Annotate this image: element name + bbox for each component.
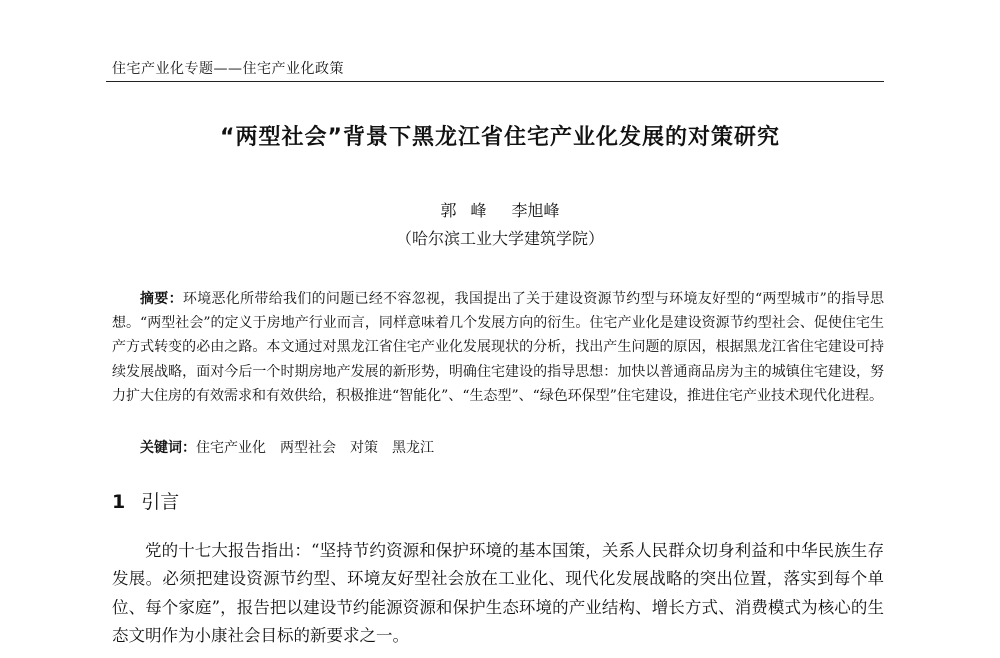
abstract-label: 摘要：: [140, 291, 183, 307]
paper-title: “两型社会”背景下黑龙江省住宅产业化发展的对策研究: [220, 125, 780, 150]
body-paragraph: 党的十七大报告指出：“坚持节约资源和保护环境的基本国策，关系人民群众切身利益和中华民族生存发展。必须把建设资源节约型、环境友好型社会放在工业化、现代化发展战略的突出位置，落实到每个单位、每个家庭”，报告把以建设节约能源资源和保护生态环境的产业结构、增长方式、消费模式为核心的生态文明作为小康社会目标的新要求之一。: [112, 541, 884, 645]
section-number: 1: [112, 491, 126, 513]
author-affiliation: （哈尔滨工业大学建筑学院）: [395, 229, 604, 248]
keywords: [140, 437, 448, 457]
section-heading: [112, 487, 179, 514]
header-rule: [106, 81, 884, 82]
running-header: 住宅产业化专题——住宅产业化政策: [112, 61, 344, 77]
keyword: 对策: [350, 440, 378, 456]
abstract-text: 环境恶化所带给我们的问题已经不容忽视，我国提出了关于建设资源节约型与环境友好型的“两型城市”的指导思想。“两型社会”的定义于房地产行业而言，同样意味着几个发展方向的衍生。住宅产业化是建设资源节约型社会、促使住宅生产方式转变的必由之路。本文通过对黑龙江省住宅产业化发展现状的分析，找出产生问题的原因，根据黑龙江省住宅建设可持续发展战略，面对今后一个时期房地产发展的新形势，明确住宅建设的指导思想：加快以普通商品房为主的城镇住宅建设，努力扩大住房的有效需求和有效供给，积极推进“智能化”、“生态型”、“绿色环保型”住宅建设，推进住宅产业技术现代化进程。: [112, 291, 885, 404]
abstract: [112, 287, 884, 408]
keyword: 两型社会: [280, 440, 336, 456]
author-list: [0, 198, 1000, 221]
keyword: 黑龙江: [392, 440, 434, 456]
keywords-label: 关键词：: [140, 440, 196, 456]
author-name: 郭峰: [440, 201, 501, 220]
keyword: 住宅产业化: [196, 440, 266, 456]
author-name: 李旭峰: [511, 201, 560, 220]
section-title: 引言: [141, 491, 180, 513]
